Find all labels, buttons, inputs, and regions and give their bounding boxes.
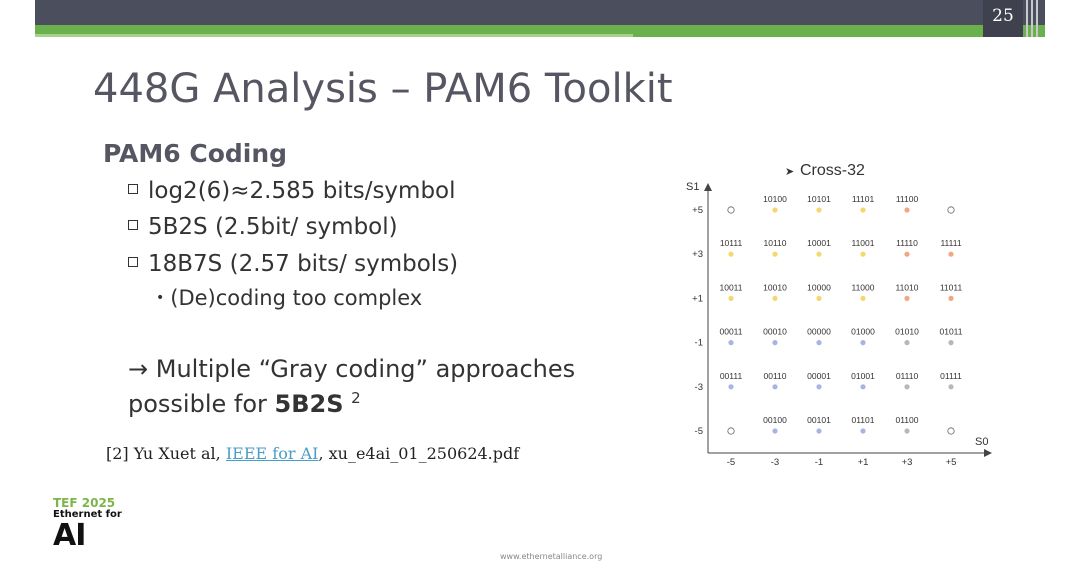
constellation-point [948, 384, 953, 389]
bullet-item [128, 251, 458, 277]
reference-suffix: , xu_e4ai_01_250624.pdf [318, 444, 520, 463]
point-code-label: 01011 [939, 326, 963, 337]
constellation-point [772, 207, 777, 212]
y-axis-label: S1 [686, 181, 700, 193]
point-code-label: 01101 [851, 415, 875, 425]
constellation-point [772, 252, 777, 257]
conclusion-line-1: → Multiple “Gray coding” approaches [128, 355, 576, 383]
conclusion-emphasis: 5B2S [274, 390, 344, 418]
point-code-label: 10111 [719, 238, 743, 249]
y-tick-label: +3 [692, 249, 703, 261]
unused-point [728, 207, 734, 213]
x-tick-label: -1 [814, 457, 824, 468]
constellation-point [816, 207, 821, 212]
footnote-marker: 2 [351, 389, 361, 407]
constellation-point [816, 340, 821, 345]
logo-line-2: Ethernet for [53, 509, 122, 520]
constellation-point [860, 340, 865, 345]
constellation-chart [680, 155, 1000, 475]
y-tick-label: +1 [692, 293, 703, 305]
decor-stripe [1036, 0, 1038, 37]
square-bullet-icon [128, 184, 138, 194]
constellation-point [728, 384, 733, 389]
chart-title: Cross-32 [800, 162, 865, 179]
point-code-label: 00001 [807, 370, 831, 381]
constellation-point [816, 252, 821, 257]
constellation-point [904, 428, 909, 433]
constellation-point [816, 384, 821, 389]
point-code-label: 00100 [763, 415, 787, 425]
constellation-point [904, 384, 909, 389]
point-code-label: 11100 [895, 194, 919, 204]
constellation-point [948, 252, 953, 257]
bullet-text: 18B7S (2.57 bits/ symbols) [148, 251, 459, 277]
point-code-label: 11000 [851, 282, 875, 293]
sub-bullet-item [156, 286, 422, 310]
point-code-label: 00110 [763, 370, 787, 381]
point-code-label: 11110 [896, 238, 918, 249]
constellation-point [860, 207, 865, 212]
point-code-label: 11010 [895, 282, 919, 293]
unused-point [948, 428, 954, 434]
point-code-label: 11011 [939, 282, 963, 293]
y-axis-arrow-icon [704, 183, 712, 191]
slide-title: 448G Analysis – PAM6 Toolkit [93, 66, 673, 112]
point-code-label: 01110 [895, 370, 919, 381]
y-tick-label: -3 [694, 381, 703, 393]
constellation-point [860, 296, 865, 301]
reference [106, 444, 519, 463]
point-code-label: 00000 [807, 326, 831, 337]
chart-title-arrow-icon: ➤ [785, 166, 795, 178]
constellation-point [860, 252, 865, 257]
constellation-point [772, 296, 777, 301]
bullet-item [128, 214, 398, 240]
point-code-label: 10000 [807, 282, 831, 293]
constellation-point [728, 340, 733, 345]
square-bullet-icon [128, 257, 138, 267]
sub-bullet-text: (De)coding too complex [170, 286, 423, 310]
point-code-label: 01111 [940, 370, 962, 381]
square-bullet-icon [128, 220, 138, 230]
logo-line-3: AI [53, 518, 86, 553]
constellation-point [728, 252, 733, 257]
point-code-label: 01100 [895, 415, 919, 425]
constellation-point [860, 428, 865, 433]
point-code-label: 10101 [807, 194, 831, 204]
point-code-label: 10001 [807, 238, 831, 249]
point-code-label: 10010 [763, 282, 787, 293]
unused-point [948, 207, 954, 213]
point-code-label: 11111 [940, 238, 962, 249]
bullet-text: 5B2S (2.5bit/ symbol) [148, 214, 398, 240]
bullet-text: log2(6)≈2.585 bits/symbol [148, 178, 456, 204]
constellation-point [772, 428, 777, 433]
constellation-point [948, 296, 953, 301]
bullet-item [128, 178, 456, 204]
constellation-point [772, 340, 777, 345]
footer-url: www.ethernetalliance.org [500, 552, 603, 561]
constellation-point [904, 296, 909, 301]
conclusion-line-2 [128, 389, 361, 418]
point-code-label: 10100 [763, 194, 787, 204]
constellation-point [860, 384, 865, 389]
conclusion-text: possible for [128, 390, 275, 418]
point-code-label: 11001 [851, 238, 875, 249]
top-bar [35, 0, 1045, 25]
point-code-label: 00111 [719, 370, 743, 381]
point-code-label: 10011 [719, 282, 743, 293]
constellation-point [816, 296, 821, 301]
constellation-point [728, 296, 733, 301]
unused-point [728, 428, 734, 434]
section-heading: PAM6 Coding [103, 139, 288, 168]
reference-prefix: [2] Yu Xuet al, [106, 444, 226, 463]
x-axis-label: S0 [975, 436, 989, 448]
point-code-label: 11101 [851, 194, 875, 204]
logo-line-1: TEF 2025 [53, 496, 116, 510]
constellation-point [816, 428, 821, 433]
x-tick-label: +5 [945, 457, 957, 468]
constellation-point [948, 340, 953, 345]
x-tick-label: -5 [726, 457, 736, 468]
constellation-point [904, 252, 909, 257]
y-tick-label: -5 [694, 426, 703, 437]
point-code-label: 01010 [895, 326, 919, 337]
point-code-label: 00011 [719, 326, 743, 337]
point-code-label: 01001 [851, 370, 875, 381]
page-number: 25 [992, 6, 1014, 26]
reference-link[interactable]: IEEE for AI [225, 444, 319, 463]
point-code-label: 00010 [763, 326, 787, 337]
x-tick-label: +3 [901, 457, 913, 468]
constellation-point [772, 384, 777, 389]
tef-logo [53, 496, 123, 558]
point-code-label: 10110 [763, 238, 787, 249]
y-tick-label: +5 [692, 205, 703, 216]
accent-bar-light [35, 34, 633, 37]
y-tick-label: -1 [694, 337, 703, 349]
x-axis-arrow-icon [984, 449, 992, 457]
constellation-point [904, 340, 909, 345]
dot-bullet-icon: • [156, 290, 165, 306]
point-code-label: 00101 [807, 415, 831, 425]
decor-stripe [1031, 0, 1033, 37]
x-tick-label: -3 [770, 457, 780, 468]
constellation-point [904, 207, 909, 212]
x-tick-label: +1 [857, 457, 869, 468]
decor-stripe [1026, 0, 1028, 37]
point-code-label: 01000 [851, 326, 875, 337]
